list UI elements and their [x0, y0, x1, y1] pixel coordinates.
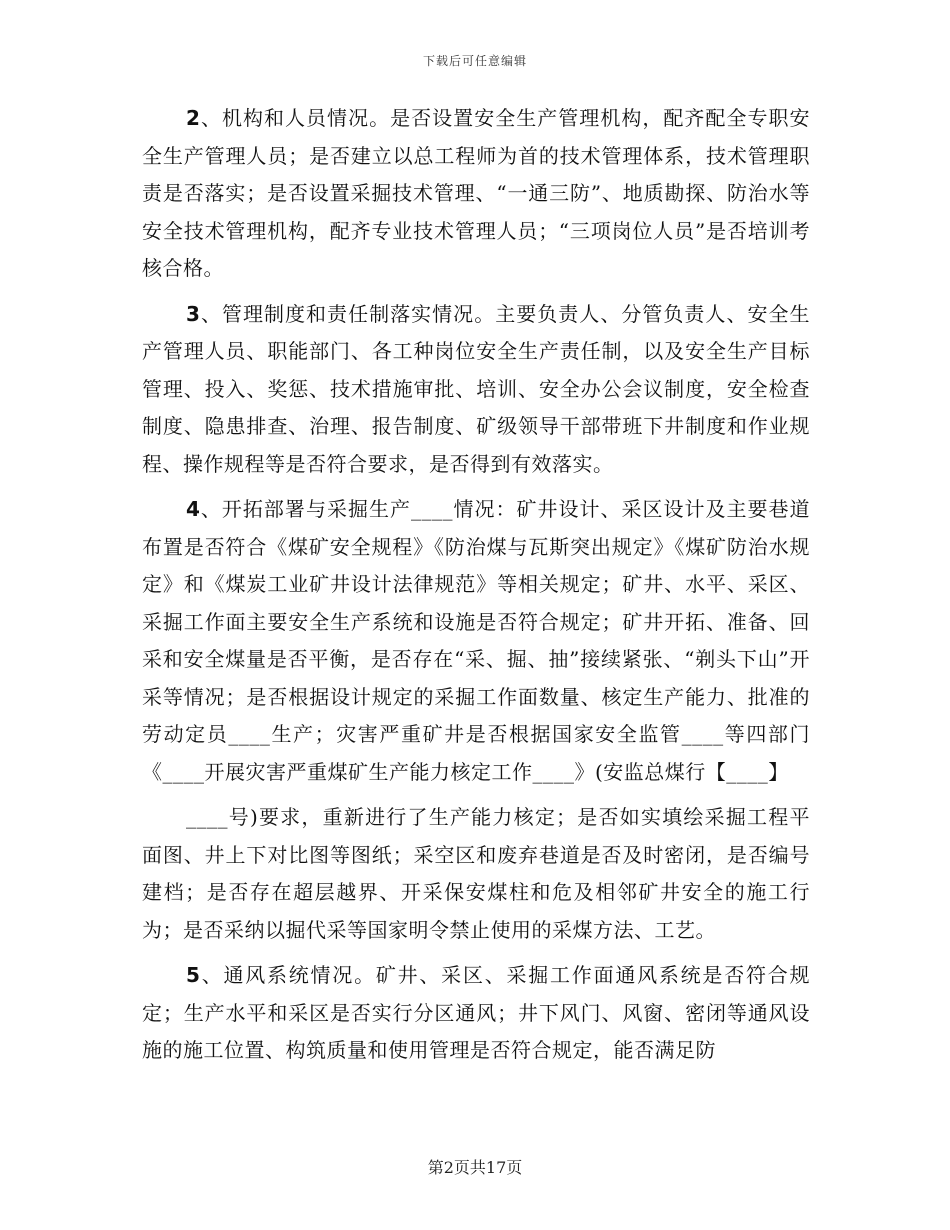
paragraph-5	[142, 957, 810, 1070]
paragraph-number: 5	[186, 963, 201, 987]
paragraph-4	[142, 491, 810, 791]
paragraph-text: ____号)要求，重新进行了生产能力核定；是否如实填绘采掘工程平面图、井上下对比图等图纸；采空区和废弃巷道是否及时密闭，是否编号建档；是否存在超层越界、开采保安煤柱和危及相邻矿井安全的施工行为；是否采纳以掘代采等国家明令禁止使用的采煤方法、工艺。	[142, 805, 810, 942]
paragraph-4-continued	[142, 799, 810, 949]
paragraph-3	[142, 296, 810, 484]
paragraph-number: 3	[186, 301, 201, 326]
paragraph-text: 、机构和人员情况。是否设置安全生产管理机构，配齐配全专职安全生产管理人员；是否建立以总工程师为首的技术管理体系，技术管理职责是否落实；是否设置采掘技术管理、“一通三防”、地质勘探、防治水等安全技术管理机构，配齐专业技术管理人员；“三项岗位人员”是否培训考核合格。	[142, 106, 810, 280]
page-footer: 第2页共17页	[427, 1158, 523, 1177]
page-header: 下载后可任意编辑	[422, 54, 527, 68]
document-body	[142, 100, 810, 1078]
paragraph-number: 4	[186, 497, 201, 521]
paragraph-2	[142, 100, 810, 288]
paragraph-text: 、通风系统情况。矿井、采区、采掘工作面通风系统是否符合规定；生产水平和采区是否实行分区通风；井下风门、风窗、密闭等通风设施的施工位置、构筑质量和使用管理是否符合规定，能否满足防	[142, 963, 810, 1062]
paragraph-number: 2	[186, 106, 201, 130]
paragraph-text: 、开拓部署与采掘生产____情况：矿井设计、采区设计及主要巷道布置是否符合《煤矿安全规程》《防治煤与瓦斯突出规定》《煤矿防治水规定》和《煤炭工业矿井设计法律规范》等相关规定；矿井、水平、采区、采掘工作面主要安全生产系统和设施是否符合规定；矿井开拓、准备、回采和安全煤量是否平衡，是否存在“采、掘、抽”接续紧张、“剃头下山”开采等情况；是否根据设计规定的采掘工作面数量、核定生产能力、批准的劳动定员____生产；灾害严重矿井是否根据国家安全监管____等四部门《____开展灾害严重煤矿生产能力核定工作____》(安监总煤行【____】	[142, 497, 810, 784]
paragraph-text: 、管理制度和责任制落实情况。主要负责人、分管负责人、安全生产管理人员、职能部门、各工种岗位安全生产责任制，以及安全生产目标管理、投入、奖惩、技术措施审批、培训、安全办公会议制度，安全检查制度、隐患排查、治理、报告制度、矿级领导干部带班下井制度和作业规程、操作规程等是否符合要求，是否得到有效落实。	[142, 301, 810, 476]
